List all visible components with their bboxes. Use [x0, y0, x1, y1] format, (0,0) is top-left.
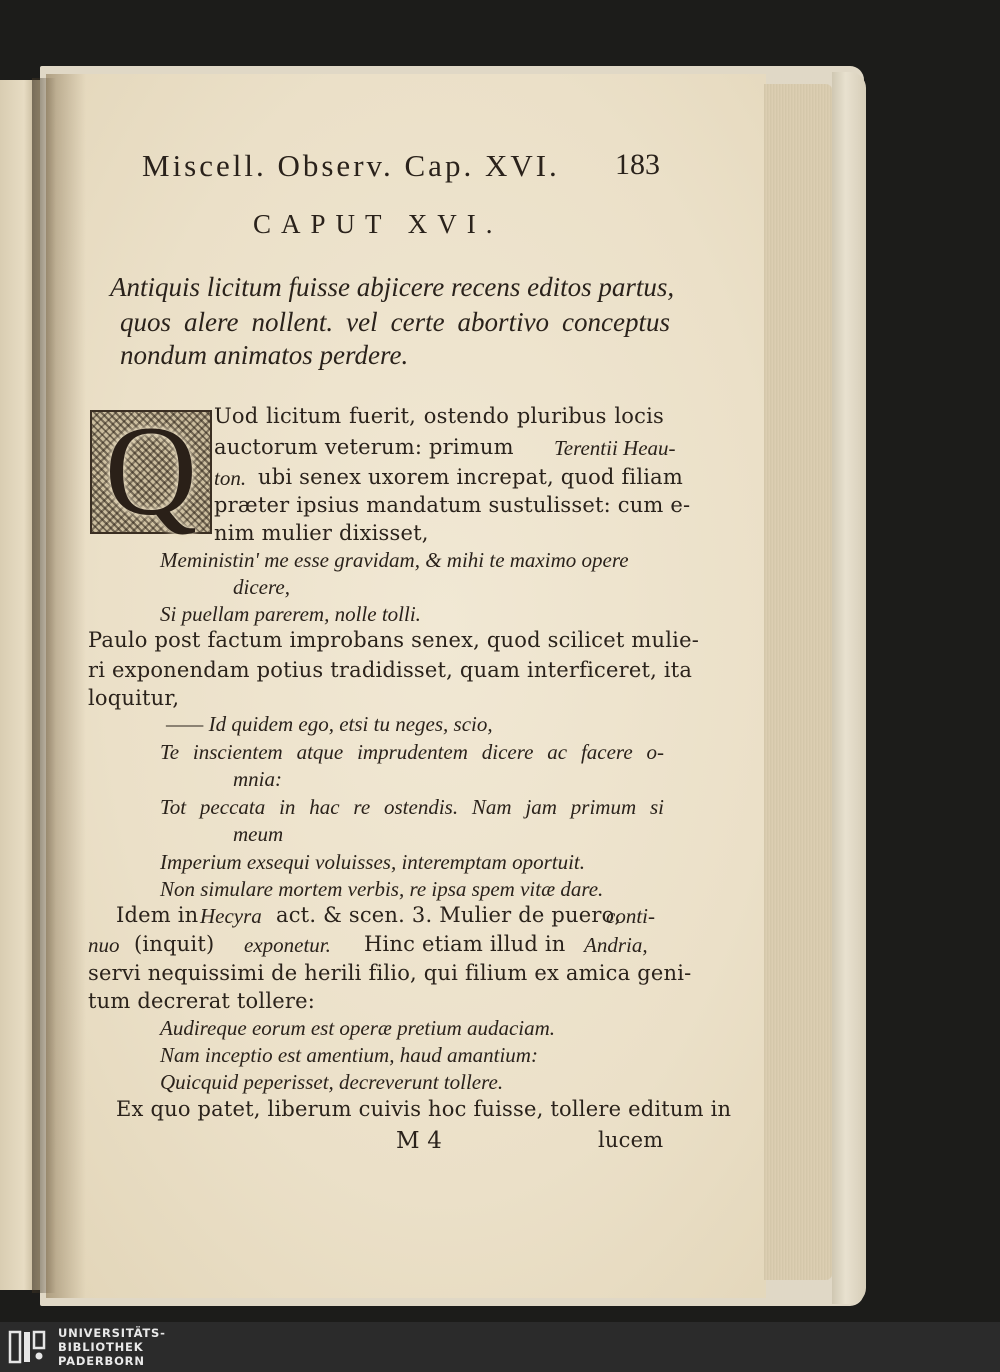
library-footer [0, 1322, 1000, 1372]
verse-line: Quicquid peperisset, decreverunt tollere. [160, 1070, 504, 1094]
verse-line: mnia: [233, 767, 282, 791]
text-line: Ex quo patet, liberum cuivis hoc fuisse, tollere editum in [116, 1097, 732, 1121]
chapter-title: CAPUT XVI. [253, 209, 503, 239]
verse-line: Meministin' me esse gravidam, & mihi te maximo opere [160, 548, 629, 572]
verse-line: dicere, [233, 575, 290, 599]
text-line: (inquit) [134, 932, 215, 956]
text-line: Idem in [116, 903, 199, 927]
verse-line: Te inscientem atque imprudentem dicere ac facere o- [160, 740, 664, 764]
text-line: præter ipsius mandatum sustulisset: cum e- [214, 493, 691, 517]
page-edges [764, 84, 832, 1280]
text-line: ubi senex uxorem increpat, quod filiam [258, 465, 684, 489]
text-line: tum decrerat tollere: [88, 989, 316, 1013]
verse-line: Tot peccata in hac re ostendis. Nam jam primum si [160, 795, 664, 819]
gutter-shade [46, 74, 86, 1298]
signature-mark: M 4 [396, 1128, 443, 1154]
text-line: nim mulier dixisset, [214, 521, 429, 545]
verse-line: Imperium exsequi voluisses, interemptam oportuit. [160, 850, 585, 874]
page-number: 183 [615, 148, 660, 181]
text-line-italic: ton. [214, 466, 247, 490]
text-line-italic: exponetur. [244, 933, 331, 957]
verse-line: Si puellam parerem, nolle tolli. [160, 602, 421, 626]
library-name-line: PADERBORN [58, 1354, 145, 1368]
verse-line: —— Id quidem ego, etsi tu neges, scio, [166, 712, 493, 736]
text-line: Paulo post factum improbans senex, quod scilicet mulie- [88, 628, 700, 652]
decorated-initial [90, 400, 212, 542]
cover-edge [832, 72, 866, 1304]
chapter-summary-line: nondum animatos perdere. [120, 340, 409, 370]
text-line: servi nequissimi de herili filio, qui filium ex amica geni- [88, 961, 692, 985]
verse-line: Nam inceptio est amentium, haud amantium: [160, 1043, 538, 1067]
verse-line: meum [233, 822, 284, 846]
text-line: auctorum veterum: primum [214, 435, 514, 459]
text-line: ri exponendam potius tradidisset, quam interficeret, ita [88, 658, 693, 682]
text-line: loquitur, [88, 686, 180, 710]
chapter-summary-line: quos alere nollent. vel certe abortivo conceptus [120, 307, 670, 337]
text-line-italic: nuo [88, 933, 120, 957]
running-head: Miscell. Observ. Cap. XVI. [142, 148, 560, 183]
text-line: Hinc etiam illud in [364, 932, 566, 956]
library-name-line: UNIVERSITÄTS- [58, 1326, 166, 1340]
text-line-italic: Andria, [584, 933, 648, 957]
catchword: lucem [598, 1128, 664, 1152]
text-line-italic: Hecyra [200, 904, 262, 928]
initial-letter: Q [104, 400, 198, 542]
library-name-line: BIBLIOTHEK [58, 1340, 144, 1354]
library-logo-icon [8, 1328, 48, 1366]
text-line: Uod licitum fuerit, ostendo pluribus locis [214, 404, 664, 428]
verse-line: Non simulare mortem verbis, re ipsa spem vitæ dare. [160, 877, 604, 901]
text-line: act. & scen. 3. Mulier de puero, [276, 903, 622, 927]
text-line-italic: Terentii Heau- [554, 436, 676, 460]
chapter-summary-line: Antiquis licitum fuisse abjicere recens editos partus, [110, 272, 675, 302]
text-line-italic: conti- [606, 904, 655, 928]
verse-line: Audireque eorum est operæ pretium audaciam. [160, 1016, 556, 1040]
